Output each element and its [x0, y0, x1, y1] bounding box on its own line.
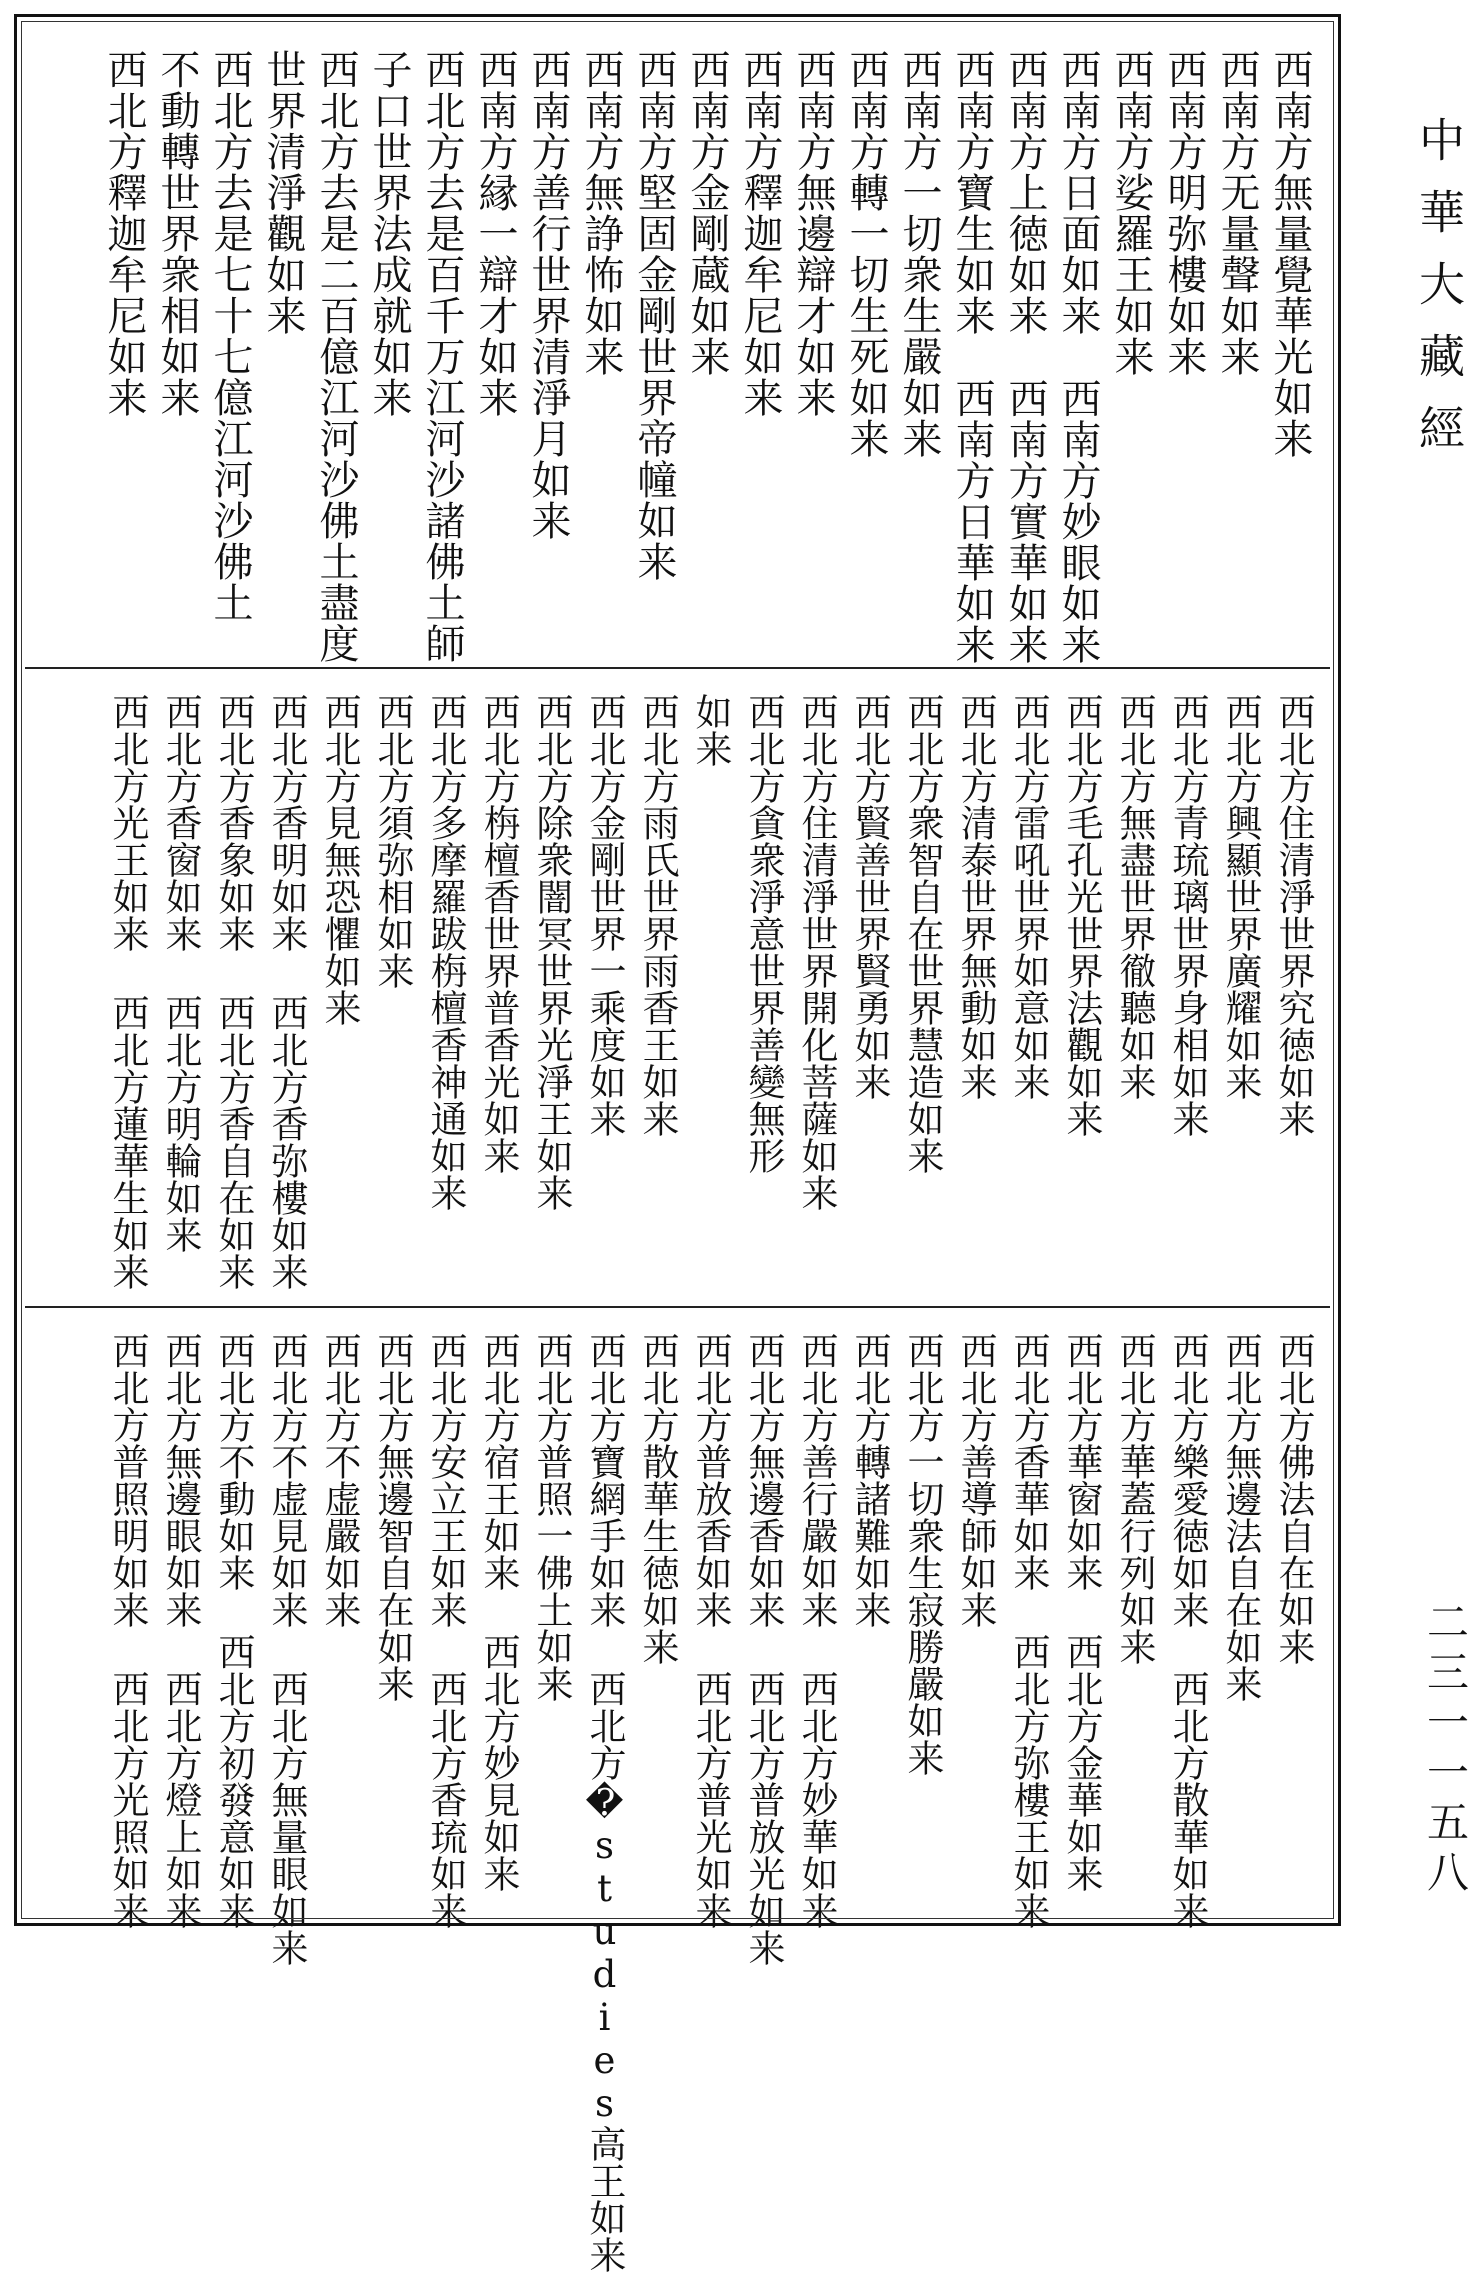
- buddha-name: 西南方無諍怖如来: [578, 49, 624, 377]
- buddha-name: 西北方妙華如来: [795, 1670, 838, 1929]
- text-column: [839, 49, 892, 656]
- text-column: [97, 49, 150, 656]
- text-column: [1161, 1332, 1214, 1929]
- buddha-name: 西北方香象如来: [212, 693, 255, 952]
- buddha-name: 西南方轉一切生死如来: [843, 49, 889, 459]
- text-column: [1210, 49, 1263, 656]
- buddha-name: 西南方實華如来: [1002, 378, 1048, 665]
- column-group: [35, 693, 1320, 1295]
- register-middle: [25, 669, 1330, 1305]
- text-column: [419, 693, 472, 1295]
- buddha-name: 西北方見無恐懼如来: [318, 693, 361, 1026]
- buddha-name: 西南方金剛蔵如来: [684, 49, 730, 377]
- buddha-name: 西北方須弥相如来: [371, 693, 414, 989]
- text-column: [313, 1332, 366, 1906]
- text-column: [1002, 693, 1055, 1295]
- text-column: [1214, 693, 1267, 1295]
- buddha-name: 西北方一切衆生寂勝嚴如来: [901, 1332, 944, 1776]
- text-column: [627, 49, 680, 656]
- buddha-name: 西南方上徳如来: [1002, 49, 1048, 336]
- buddha-name: 西北方香窗如来: [159, 693, 202, 952]
- text-column: [525, 693, 578, 1295]
- column-group: [35, 1332, 1320, 2273]
- text-column: [154, 1332, 207, 1929]
- buddha-name: 西南方無量覺華光如来: [1267, 49, 1313, 459]
- buddha-name: 西北方多摩羅跋栴檀香神通如来: [424, 693, 467, 1211]
- text-column: [737, 693, 790, 1295]
- text-column: [309, 49, 362, 664]
- text-column: [521, 49, 574, 656]
- buddha-name: 西南方寶生如来: [949, 49, 995, 336]
- buddha-name: 西北方住清淨世界究徳如来: [1272, 693, 1315, 1137]
- buddha-name: 西北方光王如来: [106, 693, 149, 952]
- buddha-name: 西北方香琉如来: [424, 1670, 467, 1929]
- buddha-name: 西北方初發意如来: [212, 1633, 255, 1929]
- buddha-name: 西北方賢善世界賢勇如来: [848, 693, 891, 1100]
- text-column: [578, 693, 631, 1295]
- buddha-name: 西北方無盡世界徹聽如来: [1113, 693, 1156, 1100]
- buddha-name: 西北方香華如来: [1007, 1332, 1050, 1591]
- text-column: [945, 49, 998, 665]
- text-column: [1214, 1332, 1267, 1906]
- text-column: [786, 49, 839, 656]
- text-column: [896, 693, 949, 1295]
- text-column: [631, 693, 684, 1295]
- buddha-name: 西北方妙見如来: [477, 1633, 520, 1892]
- buddha-name: 西北方栴檀香世界普香光如来: [477, 693, 520, 1174]
- text-column: [892, 49, 945, 656]
- buddha-name: 西北方弥樓王如来: [1007, 1633, 1050, 1929]
- buddha-name: 西北方寶網手如来: [583, 1332, 626, 1628]
- buddha-name: 西南方娑羅王如来: [1108, 49, 1154, 377]
- text-column: [154, 693, 207, 1295]
- buddha-name: 西北方散華如来: [1166, 1670, 1209, 1929]
- buddha-name: 西北方去是七十七億江河沙佛土: [207, 49, 253, 623]
- buddha-name: 西北方去是二百億江河沙佛土盡度: [313, 49, 359, 664]
- buddha-name: 西南方釋迦牟尼如来: [737, 49, 783, 418]
- text-column: [366, 693, 419, 1295]
- buddha-name: 西北方香弥樓如来: [265, 994, 308, 1290]
- buddha-name: 西北方散華生徳如来: [636, 1332, 679, 1665]
- buddha-name: 西南方明弥樓如来: [1161, 49, 1207, 377]
- text-column: [150, 49, 203, 656]
- buddha-name: 西北方燈上如来: [159, 1670, 202, 1929]
- buddha-name: 西北方無邊香如来: [742, 1332, 785, 1628]
- text-column: [207, 693, 260, 1295]
- text-column: [1267, 693, 1320, 1295]
- buddha-name: 西北方普照明如来: [106, 1332, 149, 1628]
- buddha-name: 西北方無邊法自在如来: [1219, 1332, 1262, 1702]
- buddha-name: 西北方普照一佛土如来: [530, 1332, 573, 1702]
- text-column: [362, 49, 415, 656]
- buddha-name: 西北方不虚見如来: [265, 1332, 308, 1628]
- text-column: [1108, 693, 1161, 1295]
- buddha-name: 如来: [689, 693, 732, 767]
- text-column: [260, 693, 313, 1295]
- register-divider: [25, 667, 1330, 669]
- buddha-name: 西北方毛孔光世界法觀如来: [1060, 693, 1103, 1137]
- buddha-name: 西北方無邊眼如来: [159, 1332, 202, 1628]
- buddha-name: 不動轉世界衆相如来: [154, 49, 200, 418]
- buddha-name: 西北方雷吼世界如意如来: [1007, 693, 1050, 1100]
- buddha-name: 西北方除衆闇冥世界光淨王如来: [530, 693, 573, 1211]
- text-column: [1104, 49, 1157, 656]
- buddha-name: 西北方不動如来: [212, 1332, 255, 1591]
- text-column: [896, 1332, 949, 1906]
- buddha-name: 西南方日面如来: [1055, 49, 1101, 336]
- text-column: [468, 49, 521, 656]
- buddha-name: 西北方去是百千万江河沙諸佛土師: [419, 49, 465, 664]
- buddha-name: 西北方香自在如来: [212, 994, 255, 1290]
- buddha-name: 西北方普放香如来: [689, 1332, 732, 1628]
- text-column: [419, 1332, 472, 1929]
- buddha-name: 西北方釋迦牟尼如来: [101, 49, 147, 418]
- text-column: [790, 693, 843, 1295]
- buddha-name: 西北方清泰世界無動如来: [954, 693, 997, 1100]
- text-column: [737, 1332, 790, 1966]
- text-column: [684, 693, 737, 1295]
- text-column: [843, 1332, 896, 1906]
- text-column: [1055, 693, 1108, 1295]
- page-number: 二三一一五八: [1421, 1600, 1470, 1900]
- register-divider: [25, 1306, 1330, 1308]
- text-column: [998, 49, 1051, 665]
- buddha-name: 西北方雨氏世界雨香王如来: [636, 693, 679, 1137]
- buddha-name: 西北方無量眼如来: [265, 1670, 308, 1966]
- text-column: [1002, 1332, 1055, 1929]
- buddha-name: 西北方貪衆淨意世界善變無形: [742, 693, 785, 1174]
- text-column: [790, 1332, 843, 1929]
- buddha-name: 西北方金剛世界一乘度如来: [583, 693, 626, 1137]
- text-column: [1263, 49, 1316, 656]
- buddha-name: 西北方普光如来: [689, 1670, 732, 1929]
- text-column: [256, 49, 309, 656]
- buddha-name: 西北方明輪如来: [159, 994, 202, 1253]
- buddha-name: 西北方轉諸難如来: [848, 1332, 891, 1628]
- buddha-name: 西北方善導師如来: [954, 1332, 997, 1628]
- text-column: [1161, 693, 1214, 1295]
- buddha-name: 西北方華窗如来: [1060, 1332, 1103, 1591]
- buddha-name: 西北方�studies高王如来: [583, 1670, 626, 2273]
- buddha-name: 西北方光照如来: [106, 1670, 149, 1929]
- buddha-name: 西北方善行嚴如来: [795, 1332, 838, 1628]
- buddha-name: 西北方住清淨世界開化菩薩如来: [795, 693, 838, 1211]
- buddha-name: 西北方不虚嚴如来: [318, 1332, 361, 1628]
- register-top: [25, 25, 1330, 666]
- text-column: [684, 1332, 737, 1929]
- buddha-name: 西南方縁一辯才如来: [472, 49, 518, 418]
- text-column: [843, 693, 896, 1295]
- buddha-name: 西南方善行世界清淨月如来: [525, 49, 571, 541]
- text-column: [1157, 49, 1210, 656]
- text-column: [1108, 1332, 1161, 1906]
- text-column: [1055, 1332, 1108, 1906]
- buddha-name: 子口世界法成就如来: [366, 49, 412, 418]
- text-column: [578, 1332, 631, 2273]
- buddha-name: 西北方華蓋行列如来: [1113, 1332, 1156, 1665]
- buddha-name: 西北方金華如来: [1060, 1633, 1103, 1892]
- text-column: [1267, 1332, 1320, 1906]
- buddha-name: 西北方樂愛徳如来: [1166, 1332, 1209, 1628]
- buddha-name: 西南方无量聲如来: [1214, 49, 1260, 377]
- column-group: [35, 49, 1316, 665]
- text-column: [574, 49, 627, 656]
- text-column: [680, 49, 733, 656]
- buddha-name: 西南方日華如来: [949, 378, 995, 665]
- buddha-name: 西北方蓮華生如来: [106, 994, 149, 1290]
- buddha-name: 西北方佛法自在如来: [1272, 1332, 1315, 1665]
- buddha-name: 西北方青琉璃世界身相如来: [1166, 693, 1209, 1137]
- buddha-name: 西北方安立王如来: [424, 1332, 467, 1628]
- text-column: [366, 1332, 419, 1906]
- buddha-name: 西北方無邊智自在如来: [371, 1332, 414, 1702]
- text-column: [203, 49, 256, 656]
- text-column: [101, 1332, 154, 1929]
- text-column: [949, 693, 1002, 1295]
- text-column: [525, 1332, 578, 1906]
- text-column: [472, 693, 525, 1295]
- buddha-name: 西南方妙眼如来: [1055, 378, 1101, 665]
- text-column: [415, 49, 468, 664]
- text-column: [631, 1332, 684, 1906]
- text-column: [207, 1332, 260, 1929]
- buddha-name: 世界清淨觀如来: [260, 49, 306, 336]
- text-column: [260, 1332, 313, 1966]
- collection-title: 中華大藏經: [1412, 116, 1466, 476]
- buddha-name: 西南方堅固金剛世界帝幢如来: [631, 49, 677, 582]
- text-column: [472, 1332, 525, 1906]
- page-frame: [14, 14, 1341, 2273]
- buddha-name: 西北方香明如来: [265, 693, 308, 952]
- buddha-name: 西南方無邊辯才如来: [790, 49, 836, 418]
- register-bottom: [25, 1308, 1330, 2273]
- buddha-name: 西北方普放光如来: [742, 1670, 785, 1966]
- buddha-name: 西南方一切衆生嚴如来: [896, 49, 942, 459]
- buddha-name: 西北方衆智自在世界慧造如来: [901, 693, 944, 1174]
- buddha-name: 西北方宿王如来: [477, 1332, 520, 1591]
- text-column: [733, 49, 786, 656]
- text-column: [949, 1332, 1002, 1906]
- buddha-name: 西北方興顯世界廣耀如来: [1219, 693, 1262, 1100]
- text-column: [1051, 49, 1104, 665]
- text-column: [313, 693, 366, 1295]
- text-column: [101, 693, 154, 1295]
